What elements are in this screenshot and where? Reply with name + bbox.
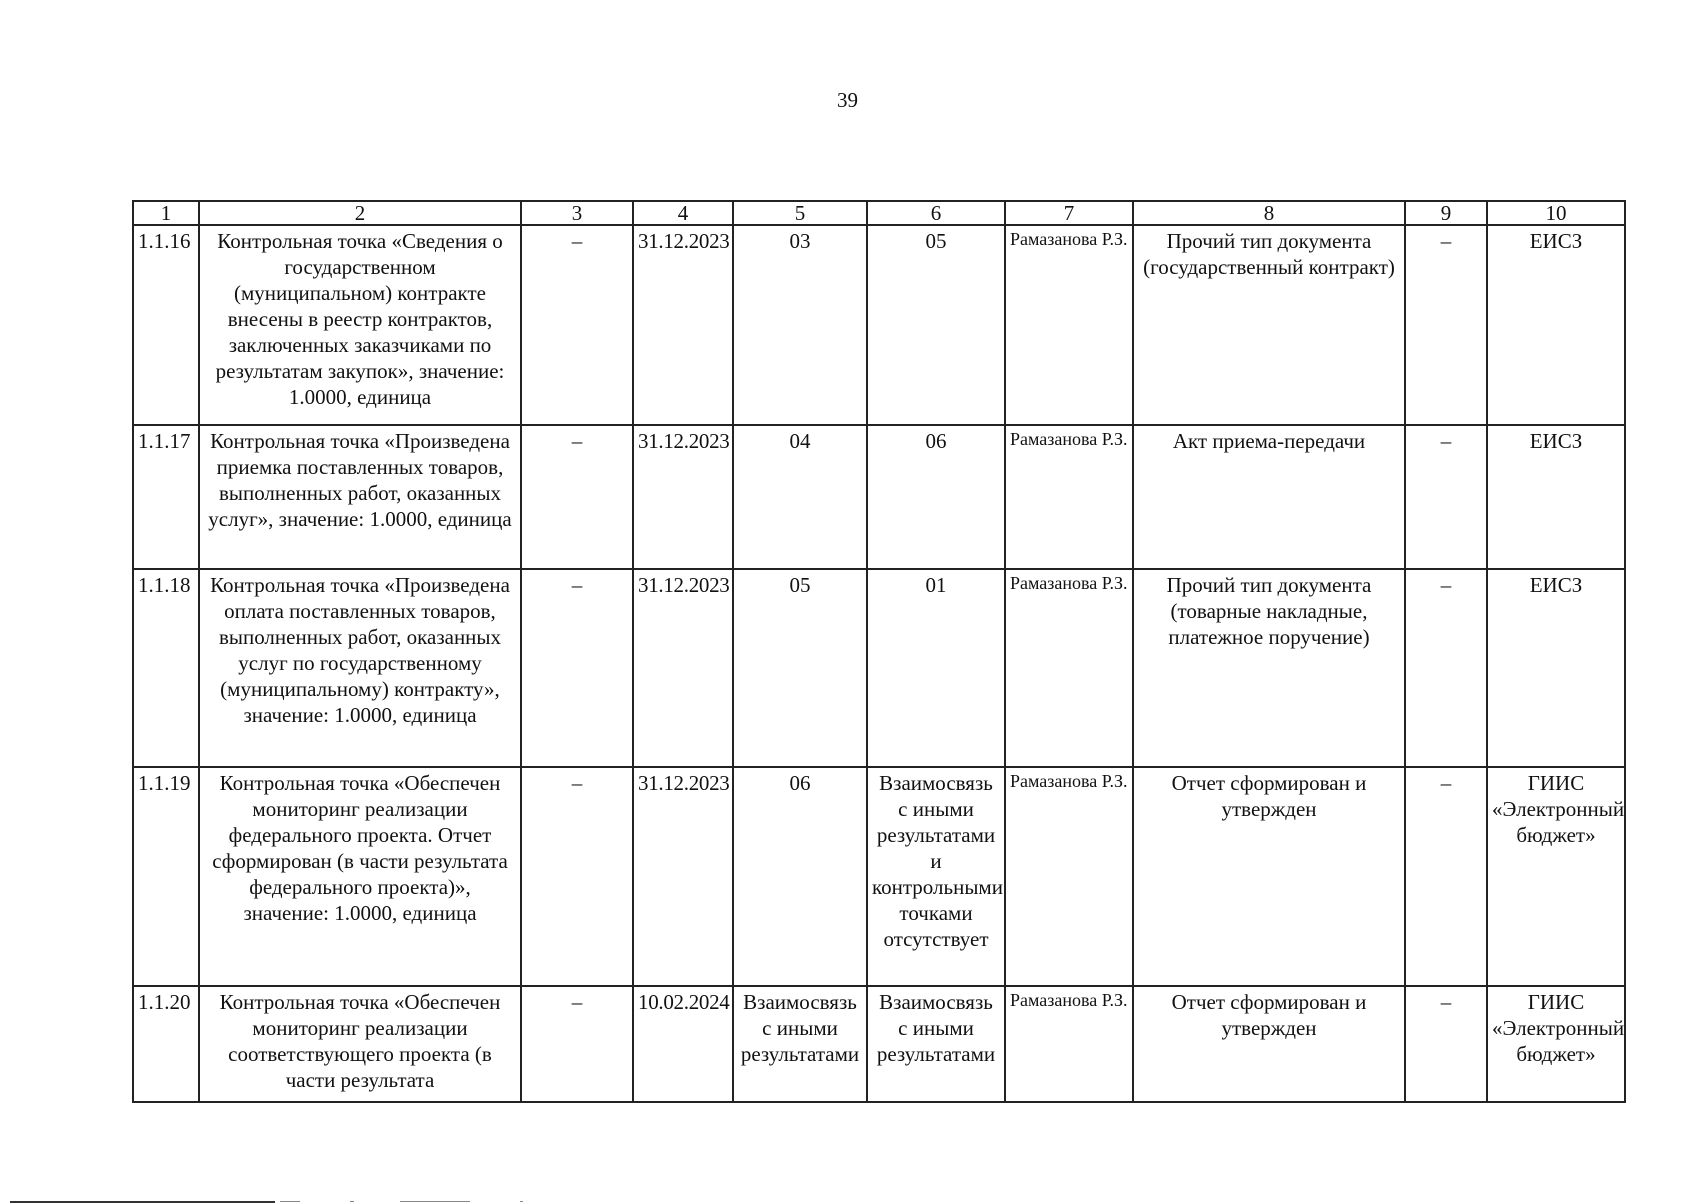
information-system: ЕИСЗ — [1487, 569, 1625, 767]
table-row — [133, 986, 1625, 1102]
row-number: 1.1.20 — [133, 986, 199, 1102]
due-date: 31.12.2023 — [633, 767, 733, 986]
col5-value: 06 — [733, 767, 867, 986]
header-col-5: 5 — [733, 201, 867, 225]
row-number: 1.1.18 — [133, 569, 199, 767]
col5-value: 04 — [733, 425, 867, 569]
header-col-2: 2 — [199, 201, 521, 225]
col6-value: Взаимосвязь с иными результатами и контрольными точками отсутствует — [867, 767, 1005, 986]
col9-value: – — [1405, 767, 1487, 986]
col9-value: – — [1405, 225, 1487, 425]
footer-rule-fragment — [400, 1201, 470, 1202]
due-date: 10.02.2024 — [633, 986, 733, 1102]
document-type: Акт приема-передачи — [1133, 425, 1405, 569]
header-col-6: 6 — [867, 201, 1005, 225]
due-date: 31.12.2023 — [633, 569, 733, 767]
table-row — [133, 569, 1625, 767]
information-system: ЕИСЗ — [1487, 425, 1625, 569]
col3-value: – — [521, 425, 633, 569]
col3-value: – — [521, 225, 633, 425]
header-col-9: 9 — [1405, 201, 1487, 225]
header-col-8: 8 — [1133, 201, 1405, 225]
document-type: Прочий тип документа (государственный контракт) — [1133, 225, 1405, 425]
header-col-10: 10 — [1487, 201, 1625, 225]
header-col-4: 4 — [633, 201, 733, 225]
document-type: Прочий тип документа (товарные накладные, платежное поручение) — [1133, 569, 1405, 767]
control-point-name: Контрольная точка «Обеспечен мониторинг реализации федерального проекта. Отчет сформирован (в части результата федерального проекта)», значение: 1.0000, единица — [199, 767, 521, 986]
col9-value: – — [1405, 569, 1487, 767]
col3-value: – — [521, 986, 633, 1102]
footer-rule-fragment — [280, 1201, 300, 1202]
document-type: Отчет сформирован и утвержден — [1133, 986, 1405, 1102]
col6-value: 05 — [867, 225, 1005, 425]
header-row — [133, 201, 1625, 225]
col3-value: – — [521, 767, 633, 986]
information-system: ГИИС «Электронный бюджет» — [1487, 767, 1625, 986]
information-system: ГИИС «Электронный бюджет» — [1487, 986, 1625, 1102]
control-point-name: Контрольная точка «Сведения о государственном (муниципальном) контракте внесены в реестр контрактов, заключенных заказчиками по результатам закупок», значение: 1.0000, единица — [199, 225, 521, 425]
col6-value: Взаимосвязь с иными результатами — [867, 986, 1005, 1102]
row-number: 1.1.17 — [133, 425, 199, 569]
responsible-person: Рамазанова Р.З. — [1005, 569, 1133, 767]
col9-value: – — [1405, 425, 1487, 569]
col6-value: 01 — [867, 569, 1005, 767]
responsible-person: Рамазанова Р.З. — [1005, 767, 1133, 986]
document-type: Отчет сформирован и утвержден — [1133, 767, 1405, 986]
table-row — [133, 767, 1625, 986]
control-point-name: Контрольная точка «Обеспечен мониторинг реализации соответствующего проекта (в части результата — [199, 986, 521, 1102]
header-col-1: 1 — [133, 201, 199, 225]
table-row — [133, 425, 1625, 569]
col6-value: 06 — [867, 425, 1005, 569]
control-point-name: Контрольная точка «Произведена приемка поставленных товаров, выполненных работ, оказанных услуг», значение: 1.0000, единица — [199, 425, 521, 569]
information-system: ЕИСЗ — [1487, 225, 1625, 425]
control-point-name: Контрольная точка «Произведена оплата поставленных товаров, выполненных работ, оказанных услуг по государственному (муниципальному) контракту», значение: 1.0000, единица — [199, 569, 521, 767]
responsible-person: Рамазанова Р.З. — [1005, 225, 1133, 425]
control-points-table — [132, 200, 1626, 1103]
col5-value: Взаимосвязь с иными результатами — [733, 986, 867, 1102]
responsible-person: Рамазанова Р.З. — [1005, 425, 1133, 569]
col9-value: – — [1405, 986, 1487, 1102]
due-date: 31.12.2023 — [633, 225, 733, 425]
footer-rule-fragment — [520, 1201, 523, 1202]
col3-value: – — [521, 569, 633, 767]
responsible-person: Рамазанова Р.З. — [1005, 986, 1133, 1102]
page-number: 39 — [837, 88, 858, 112]
table-row — [133, 225, 1625, 425]
header-col-3: 3 — [521, 201, 633, 225]
col5-value: 03 — [733, 225, 867, 425]
footer-rule-fragment — [350, 1201, 354, 1202]
header-col-7: 7 — [1005, 201, 1133, 225]
col5-value: 05 — [733, 569, 867, 767]
due-date: 31.12.2023 — [633, 425, 733, 569]
row-number: 1.1.19 — [133, 767, 199, 986]
row-number: 1.1.16 — [133, 225, 199, 425]
